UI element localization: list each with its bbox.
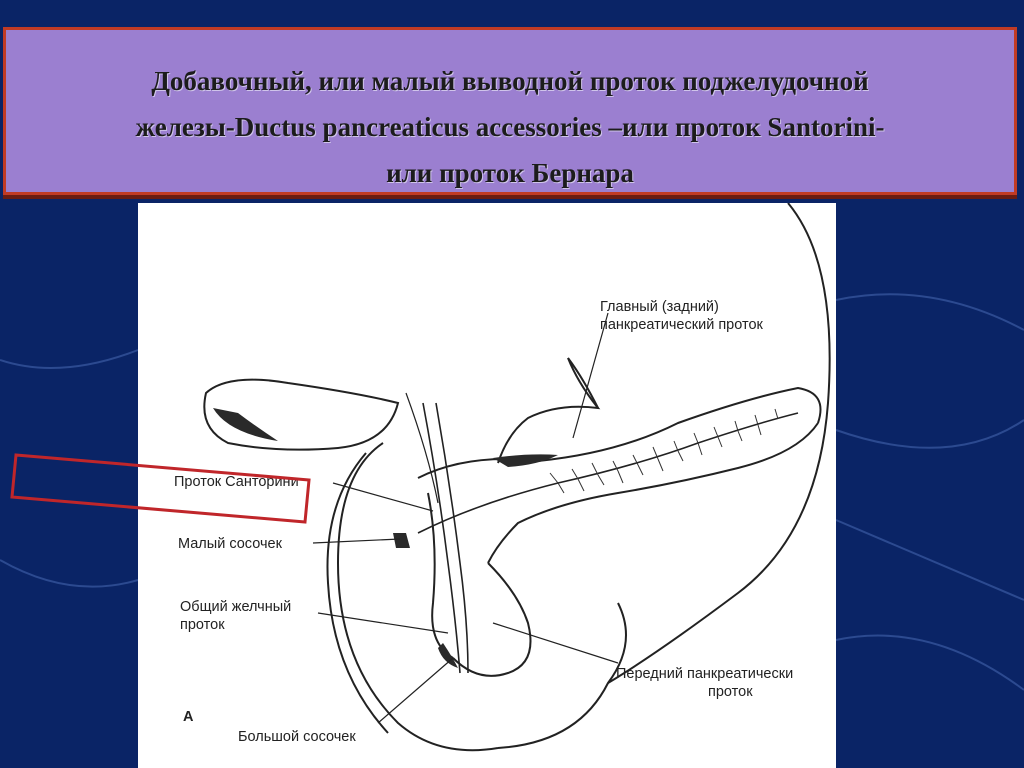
anterior-duct-label xyxy=(616,665,793,701)
slide-title xyxy=(66,58,954,196)
main-duct-label xyxy=(600,298,763,334)
santorini-duct-label: Проток Санторини xyxy=(174,474,299,490)
main-duct-label-line-2: панкреатический проток xyxy=(600,317,763,333)
title-line-1: Добавочный, или малый выводной проток поджелудочной xyxy=(151,66,869,96)
anterior-duct-line-1: Передний панкреатически xyxy=(616,666,794,682)
title-line-3: или проток Бернара xyxy=(386,158,634,188)
title-box xyxy=(3,27,1017,195)
common-bile-duct-line-1: Общий желчный xyxy=(180,599,292,615)
pancreas-diagram xyxy=(138,203,836,768)
common-bile-duct-line-2: проток xyxy=(180,617,225,633)
panel-letter: А xyxy=(183,709,194,725)
anterior-duct-line-2: проток xyxy=(708,684,753,700)
major-papilla-label: Большой сосочек xyxy=(238,729,356,745)
common-bile-duct-label xyxy=(180,598,291,634)
minor-papilla-label: Малый сосочек xyxy=(178,536,282,552)
title-line-2: железы-Ductus pancreaticus accessories –или проток Santorini- xyxy=(135,112,885,142)
main-duct-label-line-1: Главный (задний) xyxy=(600,299,719,315)
